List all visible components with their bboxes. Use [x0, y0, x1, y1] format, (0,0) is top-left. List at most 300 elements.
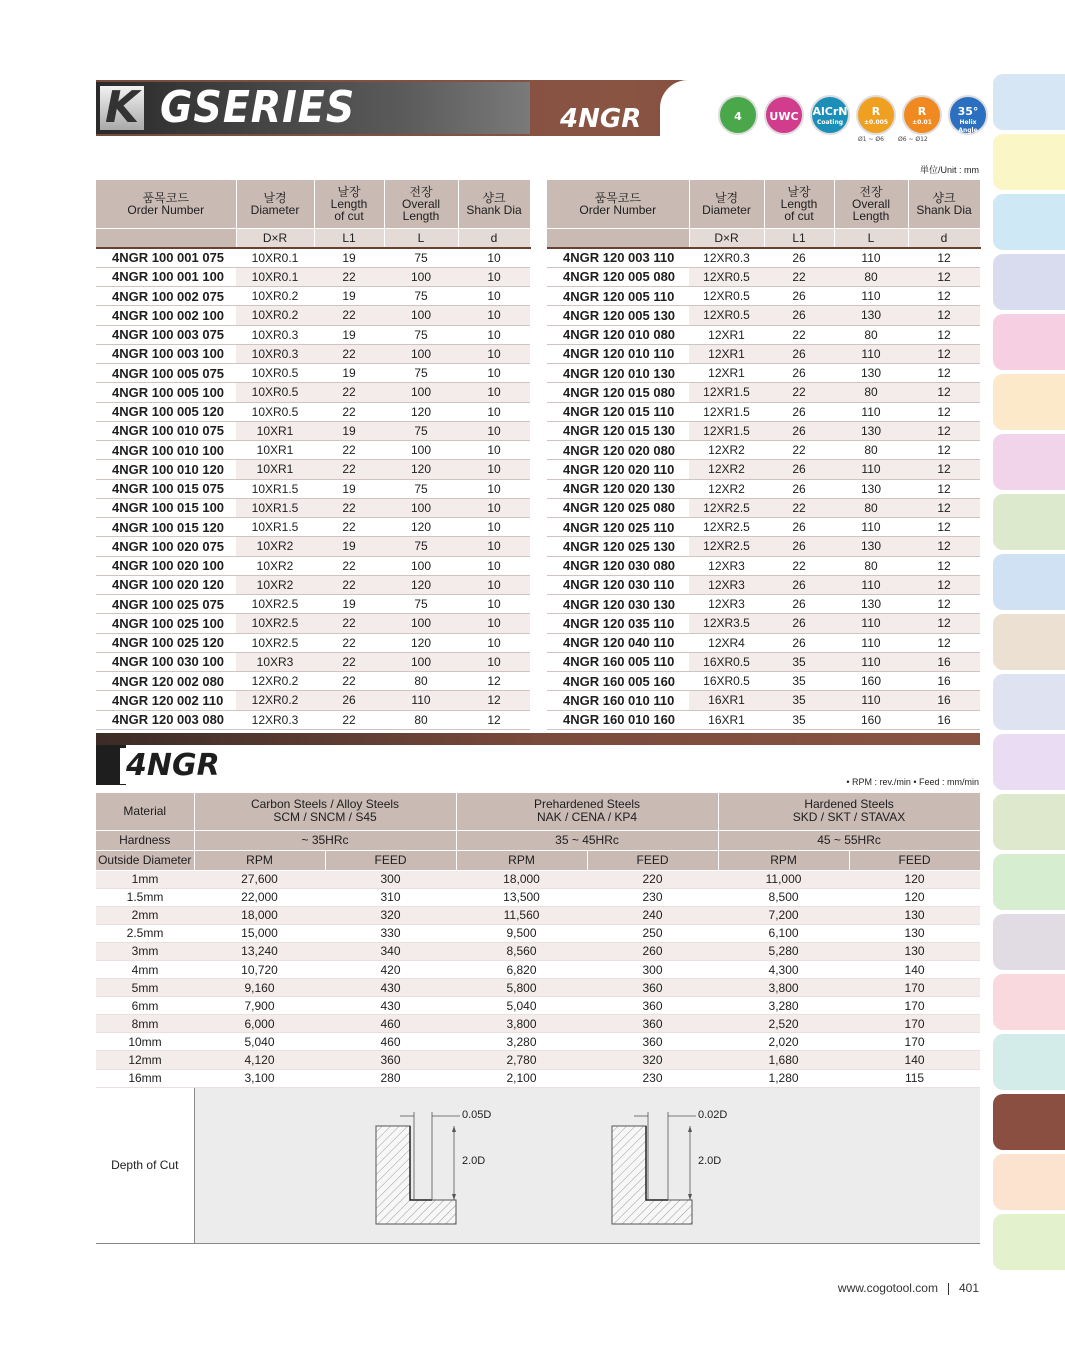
order-number: 4NGR 160 010 160 — [547, 710, 689, 729]
side-tab[interactable] — [993, 314, 1065, 370]
product-row — [96, 402, 530, 421]
model-title: 4NGR — [560, 104, 642, 134]
side-tab[interactable] — [993, 254, 1065, 310]
order-number: 4NGR 120 040 110 — [547, 633, 689, 652]
badge-sublabel: Coating — [816, 119, 844, 126]
overall-length: 110 — [834, 575, 908, 594]
side-tab[interactable] — [993, 494, 1065, 550]
diameter: 12XR1.5 — [689, 421, 764, 440]
order-number: 4NGR 120 030 130 — [547, 595, 689, 614]
feed-value: 130 — [849, 924, 980, 942]
diameter: 10XR2.5 — [236, 614, 314, 633]
side-tab[interactable] — [993, 854, 1065, 910]
diameter: 12XR0.5 — [689, 287, 764, 306]
order-number: 4NGR 100 001 075 — [96, 248, 236, 267]
overall-length: 130 — [834, 364, 908, 383]
feed-value: 360 — [587, 979, 718, 997]
side-tab[interactable] — [993, 554, 1065, 610]
shank-dia: 12 — [908, 287, 980, 306]
rpm-value: 5,280 — [718, 942, 849, 960]
side-tab[interactable] — [993, 374, 1065, 430]
shank-dia: 10 — [458, 537, 530, 556]
length-of-cut: 19 — [314, 421, 384, 440]
section-title: 4NGR — [120, 748, 226, 784]
length-of-cut: 26 — [314, 691, 384, 710]
order-number: 4NGR 100 020 120 — [96, 575, 236, 594]
length-of-cut: 22 — [764, 498, 834, 517]
product-row — [96, 287, 530, 306]
rpm-value: 11,000 — [718, 870, 849, 888]
feed-value: 230 — [587, 888, 718, 906]
badge-sublabel: ±0.01 — [912, 119, 932, 126]
product-row — [547, 556, 980, 575]
shank-dia: 10 — [458, 498, 530, 517]
side-tab[interactable] — [993, 194, 1065, 250]
diameter: 12XR2 — [689, 460, 764, 479]
material-hardened: Hardened Steels SKD / SKT / STAVAX — [718, 793, 980, 830]
feature-badge — [856, 95, 896, 135]
col-order-number: 품목코드 Order Number — [547, 180, 689, 228]
od-label: Outside Diameter — [96, 850, 194, 870]
rpm-header: RPM — [456, 850, 587, 870]
length-of-cut: 26 — [764, 306, 834, 325]
feature-badge — [948, 95, 988, 135]
overall-length: 75 — [384, 364, 458, 383]
length-of-cut: 22 — [314, 460, 384, 479]
series-title: GSERIES — [160, 82, 356, 133]
length-of-cut: 26 — [764, 248, 834, 267]
length-of-cut: 22 — [314, 672, 384, 691]
page-number: 401 — [958, 1281, 979, 1295]
badge-label: R — [871, 105, 881, 118]
diameter: 12XR2.5 — [689, 498, 764, 517]
rpm-value: 3,280 — [718, 997, 849, 1015]
shank-dia: 10 — [458, 287, 530, 306]
length-of-cut: 22 — [314, 556, 384, 575]
shank-dia: 10 — [458, 518, 530, 537]
rpm-value: 2,100 — [456, 1069, 587, 1087]
diameter: 10XR0.5 — [236, 383, 314, 402]
product-row — [547, 421, 980, 440]
badge-label: R — [917, 105, 927, 118]
sub-shank: d — [908, 228, 980, 248]
feed-value: 320 — [325, 906, 456, 924]
order-number: 4NGR 120 002 110 — [96, 691, 236, 710]
condition-row — [96, 888, 980, 906]
order-number: 4NGR 100 001 100 — [96, 267, 236, 286]
overall-length: 130 — [834, 421, 908, 440]
product-row — [547, 460, 980, 479]
rpm-value: 18,000 — [194, 906, 325, 924]
side-tab[interactable] — [993, 1154, 1065, 1210]
diameter: 10XR1.5 — [236, 498, 314, 517]
overall-length: 110 — [834, 652, 908, 671]
sub-shank: d — [458, 228, 530, 248]
order-number: 4NGR 160 005 110 — [547, 652, 689, 671]
order-number: 4NGR 120 015 080 — [547, 383, 689, 402]
order-number: 4NGR 100 002 100 — [96, 306, 236, 325]
order-number: 4NGR 120 020 080 — [547, 441, 689, 460]
product-row — [547, 364, 980, 383]
badge-sublabel: ±0.005 — [863, 119, 888, 126]
rpm-value: 27,600 — [194, 870, 325, 888]
shank-dia: 12 — [908, 421, 980, 440]
feed-value: 360 — [325, 1051, 456, 1069]
shank-dia: 12 — [908, 498, 980, 517]
shank-dia: 12 — [458, 691, 530, 710]
overall-length: 80 — [834, 441, 908, 460]
product-row — [96, 672, 530, 691]
feed-value: 360 — [587, 997, 718, 1015]
product-row — [96, 479, 530, 498]
length-of-cut: 19 — [314, 325, 384, 344]
product-row — [96, 691, 530, 710]
depth-2-radial: 0.02D — [698, 1109, 728, 1121]
length-of-cut: 35 — [764, 691, 834, 710]
order-number: 4NGR 120 005 130 — [547, 306, 689, 325]
overall-length: 80 — [384, 710, 458, 729]
rpm-header: RPM — [194, 850, 325, 870]
feed-header: FEED — [849, 850, 980, 870]
material-carbon: Carbon Steels / Alloy Steels SCM / SNCM / S45 — [194, 793, 456, 830]
overall-length: 75 — [384, 479, 458, 498]
diameter: 10XR0.1 — [236, 267, 314, 286]
length-of-cut: 26 — [764, 595, 834, 614]
rpm-value: 3,800 — [456, 1015, 587, 1033]
order-number: 4NGR 120 015 110 — [547, 402, 689, 421]
overall-length: 110 — [834, 691, 908, 710]
overall-length: 130 — [834, 306, 908, 325]
diameter: 12XR2.5 — [689, 518, 764, 537]
overall-length: 110 — [384, 691, 458, 710]
brand-logo: K — [100, 86, 144, 130]
overall-length: 110 — [834, 248, 908, 267]
outside-diameter: 12mm — [96, 1051, 194, 1069]
length-of-cut: 22 — [314, 710, 384, 729]
shank-dia: 10 — [458, 325, 530, 344]
feed-value: 430 — [325, 979, 456, 997]
col-overall-length: 전장 Overall Length — [384, 180, 458, 228]
overall-length: 80 — [834, 267, 908, 286]
side-tab[interactable] — [993, 134, 1065, 190]
side-tab[interactable] — [993, 974, 1065, 1030]
overall-length: 100 — [384, 652, 458, 671]
depth-of-cut-diagrams — [194, 1087, 980, 1243]
depth-1-radial: 0.05D — [462, 1109, 492, 1121]
length-of-cut: 22 — [314, 652, 384, 671]
overall-length: 80 — [834, 556, 908, 575]
sub-dia: D×R — [236, 228, 314, 248]
diameter: 10XR0.2 — [236, 306, 314, 325]
order-number: 4NGR 100 015 075 — [96, 479, 236, 498]
feature-badge — [764, 95, 804, 135]
order-number: 4NGR 120 025 130 — [547, 537, 689, 556]
length-of-cut: 22 — [764, 383, 834, 402]
product-row — [547, 595, 980, 614]
feed-value: 320 — [587, 1051, 718, 1069]
order-number: 4NGR 100 005 120 — [96, 402, 236, 421]
side-tab[interactable] — [993, 734, 1065, 790]
length-of-cut: 35 — [764, 672, 834, 691]
diameter: 10XR3 — [236, 652, 314, 671]
product-row — [547, 575, 980, 594]
order-number: 4NGR 100 025 100 — [96, 614, 236, 633]
diameter: 16XR0.5 — [689, 672, 764, 691]
diameter: 12XR0.5 — [689, 267, 764, 286]
length-of-cut: 26 — [764, 460, 834, 479]
overall-length: 100 — [384, 383, 458, 402]
order-number: 4NGR 120 003 080 — [96, 710, 236, 729]
rpm-value: 6,820 — [456, 960, 587, 978]
diameter: 12XR2 — [689, 479, 764, 498]
overall-length: 120 — [384, 575, 458, 594]
overall-length: 130 — [834, 595, 908, 614]
diameter: 10XR2.5 — [236, 595, 314, 614]
overall-length: 100 — [384, 267, 458, 286]
product-row — [547, 306, 980, 325]
length-of-cut: 19 — [314, 287, 384, 306]
product-row — [96, 441, 530, 460]
footer-separator — [948, 1283, 949, 1295]
diameter: 10XR0.3 — [236, 325, 314, 344]
order-number: 4NGR 120 005 080 — [547, 267, 689, 286]
diameter: 10XR2 — [236, 575, 314, 594]
length-of-cut: 22 — [314, 441, 384, 460]
diameter: 10XR0.5 — [236, 402, 314, 421]
product-row — [547, 287, 980, 306]
order-number: 4NGR 100 010 075 — [96, 421, 236, 440]
condition-row — [96, 870, 980, 888]
shank-dia: 12 — [908, 364, 980, 383]
length-of-cut: 22 — [314, 383, 384, 402]
feed-header: FEED — [325, 850, 456, 870]
feed-value: 240 — [587, 906, 718, 924]
side-tab[interactable] — [993, 74, 1065, 130]
order-number: 4NGR 100 003 100 — [96, 344, 236, 363]
overall-length: 100 — [384, 441, 458, 460]
rpm-header: RPM — [718, 850, 849, 870]
material-prehardened: Prehardened Steels NAK / CENA / KP4 — [456, 793, 718, 830]
overall-length: 160 — [834, 710, 908, 729]
overall-length: 110 — [834, 287, 908, 306]
feed-header: FEED — [587, 850, 718, 870]
length-of-cut: 26 — [764, 287, 834, 306]
overall-length: 100 — [384, 344, 458, 363]
product-table-right — [547, 180, 981, 730]
feed-value: 170 — [849, 1015, 980, 1033]
diameter: 12XR1 — [689, 344, 764, 363]
footer-url[interactable]: www.cogotool.com — [837, 1281, 938, 1295]
col-overall-length: 전장 Overall Length — [834, 180, 908, 228]
feed-value: 460 — [325, 1033, 456, 1051]
rpm-value: 4,120 — [194, 1051, 325, 1069]
rpm-value: 5,800 — [456, 979, 587, 997]
length-of-cut: 22 — [764, 325, 834, 344]
diameter: 10XR1.5 — [236, 479, 314, 498]
order-number: 4NGR 120 010 110 — [547, 344, 689, 363]
col-diameter: 날경 Diameter — [689, 180, 764, 228]
feed-value: 230 — [587, 1069, 718, 1087]
overall-length: 100 — [384, 306, 458, 325]
overall-length: 100 — [384, 498, 458, 517]
feed-value: 120 — [849, 888, 980, 906]
length-of-cut: 26 — [764, 614, 834, 633]
depth-diagram-2 — [606, 1104, 706, 1228]
product-row — [96, 633, 530, 652]
condition-row — [96, 906, 980, 924]
feed-value: 140 — [849, 960, 980, 978]
depth-of-cut-label: Depth of Cut — [96, 1087, 194, 1243]
condition-row — [96, 942, 980, 960]
shank-dia: 12 — [908, 325, 980, 344]
order-number: 4NGR 100 020 075 — [96, 537, 236, 556]
order-number: 4NGR 120 010 130 — [547, 364, 689, 383]
product-row — [547, 710, 980, 729]
hardness-label: Hardness — [96, 830, 194, 850]
badge-sublabel: Helix Angle — [958, 119, 978, 134]
side-tab[interactable] — [993, 1214, 1065, 1270]
side-tab[interactable] — [993, 794, 1065, 850]
shank-dia: 12 — [458, 672, 530, 691]
badge-label: 35° — [957, 105, 979, 118]
overall-length: 120 — [384, 460, 458, 479]
feed-value: 420 — [325, 960, 456, 978]
feed-value: 330 — [325, 924, 456, 942]
rpm-value: 3,100 — [194, 1069, 325, 1087]
side-tab[interactable] — [993, 674, 1065, 730]
diameter: 10XR2 — [236, 556, 314, 575]
product-row — [547, 344, 980, 363]
product-row — [96, 364, 530, 383]
length-of-cut: 22 — [764, 556, 834, 575]
feed-value: 130 — [849, 906, 980, 924]
shank-dia: 12 — [908, 575, 980, 594]
product-row — [547, 633, 980, 652]
rpm-value: 2,520 — [718, 1015, 849, 1033]
condition-row — [96, 960, 980, 978]
rpm-value: 2,020 — [718, 1033, 849, 1051]
feed-value: 460 — [325, 1015, 456, 1033]
shank-dia: 12 — [908, 479, 980, 498]
overall-length: 110 — [834, 402, 908, 421]
product-row — [96, 518, 530, 537]
length-of-cut: 26 — [764, 344, 834, 363]
product-row — [547, 402, 980, 421]
overall-length: 120 — [384, 518, 458, 537]
product-row — [547, 652, 980, 671]
order-number: 4NGR 120 030 110 — [547, 575, 689, 594]
order-number: 4NGR 100 003 075 — [96, 325, 236, 344]
length-of-cut: 19 — [314, 364, 384, 383]
overall-length: 110 — [834, 518, 908, 537]
feed-value: 170 — [849, 997, 980, 1015]
diameter: 16XR0.5 — [689, 652, 764, 671]
product-row — [96, 383, 530, 402]
diameter: 12XR0.2 — [236, 672, 314, 691]
overall-length: 130 — [834, 537, 908, 556]
side-tab[interactable] — [993, 914, 1065, 970]
shank-dia: 10 — [458, 479, 530, 498]
product-row — [96, 710, 530, 729]
order-number: 4NGR 100 015 100 — [96, 498, 236, 517]
order-number: 4NGR 120 015 130 — [547, 421, 689, 440]
overall-length: 110 — [834, 460, 908, 479]
cutting-conditions-table — [96, 793, 981, 1244]
overall-length: 75 — [384, 248, 458, 267]
shank-dia: 10 — [458, 344, 530, 363]
length-of-cut: 26 — [764, 479, 834, 498]
order-number: 4NGR 100 025 120 — [96, 633, 236, 652]
product-row — [96, 344, 530, 363]
shank-dia: 12 — [908, 460, 980, 479]
diameter: 12XR0.3 — [236, 710, 314, 729]
side-tab[interactable] — [993, 434, 1065, 490]
length-of-cut: 26 — [764, 575, 834, 594]
diameter: 16XR1 — [689, 710, 764, 729]
shank-dia: 10 — [458, 364, 530, 383]
diameter: 12XR3 — [689, 575, 764, 594]
order-number: 4NGR 120 030 080 — [547, 556, 689, 575]
outside-diameter: 2mm — [96, 906, 194, 924]
feed-value: 115 — [849, 1069, 980, 1087]
product-row — [96, 421, 530, 440]
condition-row — [96, 1033, 980, 1051]
sub-loc: L1 — [314, 228, 384, 248]
badge-label: AlCrN — [812, 105, 848, 118]
feature-badge — [718, 95, 758, 135]
hardness-hardened: 45 ~ 55HRc — [718, 830, 980, 850]
rpm-value: 13,500 — [456, 888, 587, 906]
overall-length: 75 — [384, 287, 458, 306]
product-row — [96, 575, 530, 594]
diameter: 12XR1.5 — [689, 402, 764, 421]
outside-diameter: 1mm — [96, 870, 194, 888]
side-tab[interactable] — [993, 1034, 1065, 1090]
overall-length: 160 — [834, 672, 908, 691]
order-number: 4NGR 100 002 075 — [96, 287, 236, 306]
diameter: 10XR0.5 — [236, 364, 314, 383]
product-row — [547, 691, 980, 710]
shank-dia: 10 — [458, 595, 530, 614]
length-of-cut: 26 — [764, 364, 834, 383]
col-shank-dia: 샹크 Shank Dia — [458, 180, 530, 228]
outside-diameter: 6mm — [96, 997, 194, 1015]
order-number: 4NGR 120 035 110 — [547, 614, 689, 633]
order-number: 4NGR 100 015 120 — [96, 518, 236, 537]
col-length-of-cut: 날장 Length of cut — [764, 180, 834, 228]
diameter: 16XR1 — [689, 691, 764, 710]
rpm-value: 8,560 — [456, 942, 587, 960]
rpm-value: 18,000 — [456, 870, 587, 888]
feed-value: 120 — [849, 870, 980, 888]
rpm-value: 9,160 — [194, 979, 325, 997]
side-tab[interactable] — [993, 614, 1065, 670]
rpm-value: 5,040 — [456, 997, 587, 1015]
overall-length: 120 — [384, 633, 458, 652]
feed-value: 310 — [325, 888, 456, 906]
side-tab[interactable] — [993, 1094, 1065, 1150]
length-of-cut: 22 — [314, 575, 384, 594]
overall-length: 100 — [384, 556, 458, 575]
shank-dia: 12 — [908, 537, 980, 556]
outside-diameter: 1.5mm — [96, 888, 194, 906]
length-of-cut: 26 — [764, 633, 834, 652]
rpm-value: 10,720 — [194, 960, 325, 978]
length-of-cut: 22 — [314, 402, 384, 421]
shank-dia: 12 — [908, 633, 980, 652]
order-number: 4NGR 100 020 100 — [96, 556, 236, 575]
diameter: 10XR1 — [236, 421, 314, 440]
